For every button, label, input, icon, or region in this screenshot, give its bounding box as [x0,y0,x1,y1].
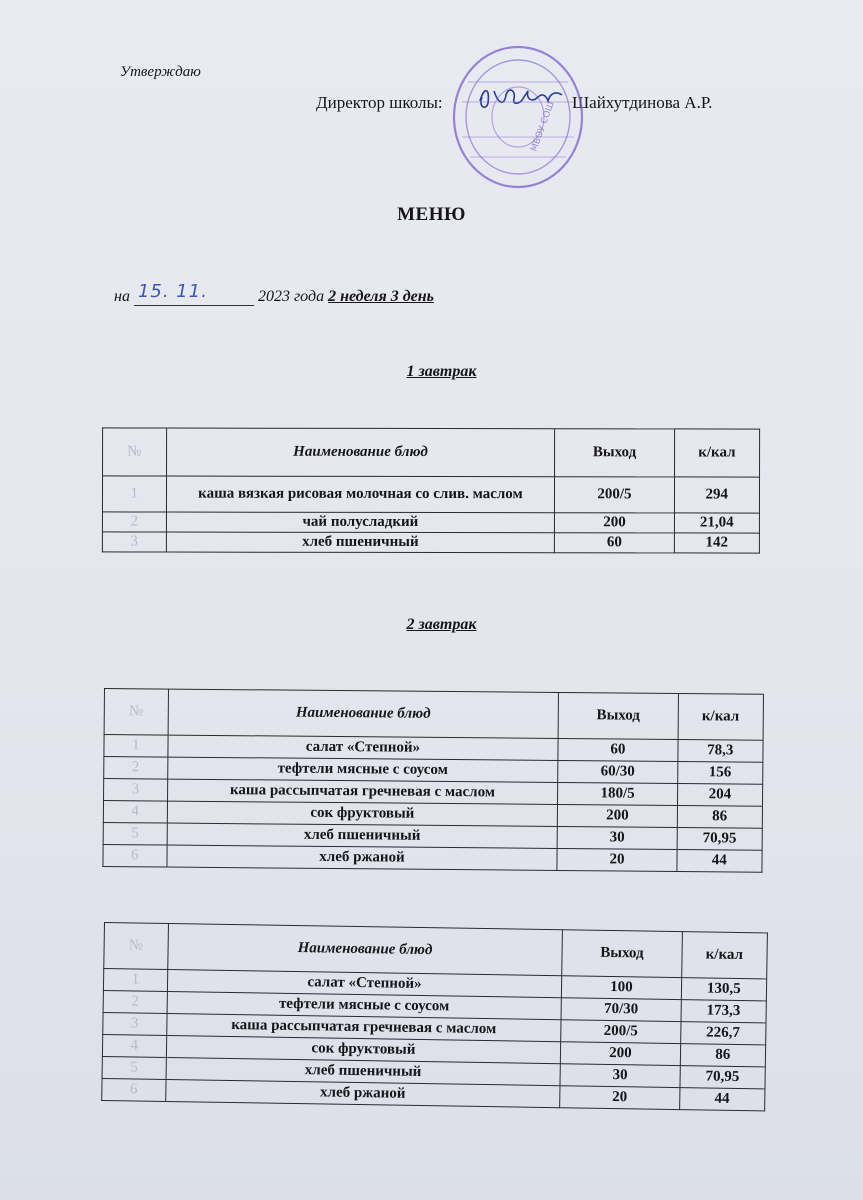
date-prefix: на [114,288,130,305]
dish-name: каша рассыпчатая гречневая с маслом [167,779,558,804]
portion-yield: 30 [557,826,676,849]
calories: 44 [679,1088,765,1111]
calories: 21,04 [674,513,759,533]
column-header: № [103,428,167,476]
column-header: к/кал [681,932,767,979]
portion-yield: 200 [561,1042,681,1066]
column-header: № [104,923,168,970]
portion-yield: 200 [558,804,677,827]
dish-name: каша рассыпчатая гречневая с маслом [166,1013,561,1041]
row-number: 3 [103,1012,167,1035]
portion-yield: 70/30 [561,998,681,1022]
table-row [103,844,762,872]
row-number: 2 [103,990,167,1013]
portion-yield: 100 [562,976,682,1000]
column-header: к/кал [678,694,764,741]
page-title: МЕНЮ [397,204,466,225]
calories: 44 [677,850,763,873]
calories: 78,3 [677,740,763,763]
director-label: Директор школы: [316,93,443,112]
dish-name: салат «Степной» [167,970,562,998]
portion-yield: 60/30 [558,760,677,783]
director-name: Шайхутдинова А.Р. [572,93,713,112]
dish-name: сок фруктовый [166,1035,561,1063]
handwritten-date: 15. 11. [137,281,208,302]
column-header: Выход [562,930,682,978]
table-header-row [103,428,760,477]
week-day: 2 неделя 3 день [328,288,434,305]
portion-yield: 30 [560,1064,680,1088]
portion-yield: 200 [555,513,674,533]
calories: 226,7 [680,1022,766,1045]
calories: 294 [674,477,759,513]
row-number: 1 [102,476,166,512]
dish-name: хлеб пшеничный [166,532,555,553]
date-field [134,281,254,306]
row-number: 2 [102,512,166,532]
section-title-breakfast-2: 2 завтрак [406,616,477,633]
calories: 173,3 [681,1000,767,1023]
dish-name: хлеб ржаной [165,1079,560,1107]
row-number: 4 [103,801,167,824]
dish-name: каша вязкая рисовая молочная со слив. маслом [166,476,555,513]
portion-yield: 60 [558,738,677,761]
row-number: 6 [102,1078,166,1101]
dish-name: салат «Степной» [167,735,558,760]
menu-table-breakfast-1 [102,427,760,553]
table-row [102,476,759,513]
approve-label: Утверждаю [120,64,201,80]
portion-yield: 200/5 [555,477,674,513]
section-title-breakfast-1: 1 завтрак [406,363,477,380]
calories: 156 [677,762,763,785]
date-line [114,281,434,306]
calories: 86 [680,1044,766,1067]
menu-table-alt-portion [101,922,768,1111]
column-header: Наименование блюд [166,428,555,477]
calories: 70,95 [680,1066,766,1089]
row-number: 5 [103,822,167,845]
dish-name: тефтели мясные с соусом [167,757,558,782]
year-text: 2023 года [257,288,325,305]
calories: 130,5 [681,978,767,1001]
portion-yield: 60 [555,533,674,553]
portion-yield: 20 [560,1086,680,1110]
dish-name: хлеб ржаной [167,845,558,870]
calories: 70,95 [677,828,763,851]
svg-text:МБОУ СОШ: МБОУ СОШ [529,100,557,154]
school-stamp [448,42,586,192]
row-number: 4 [102,1034,166,1057]
column-header: Выход [555,429,674,477]
dish-name: тефтели мясные с соусом [167,991,562,1019]
row-number: 5 [102,1056,166,1079]
table-row [102,532,759,553]
column-header: к/кал [674,429,759,477]
column-header: Наименование блюд [167,924,562,976]
portion-yield: 180/5 [558,782,677,805]
row-number: 6 [103,844,167,867]
dish-name: хлеб пшеничный [167,823,558,848]
column-header: Наименование блюд [168,689,559,738]
column-header: Выход [558,692,678,739]
menu-table-breakfast-2 [102,688,764,873]
calories: 142 [674,533,759,553]
row-number: 2 [104,757,168,780]
calories: 204 [677,784,763,807]
calories: 86 [677,806,763,829]
dish-name: хлеб пшеничный [166,1057,561,1085]
dish-name: сок фруктовый [167,801,558,826]
row-number: 1 [104,735,168,758]
row-number: 3 [104,779,168,802]
portion-yield: 20 [557,848,676,871]
row-number: 1 [103,969,167,992]
table-header-row [104,689,763,741]
dish-name: чай полусладкий [166,512,555,533]
portion-yield: 200/5 [561,1020,681,1044]
row-number: 3 [102,532,166,552]
column-header: № [104,689,168,736]
table-row [102,512,759,533]
